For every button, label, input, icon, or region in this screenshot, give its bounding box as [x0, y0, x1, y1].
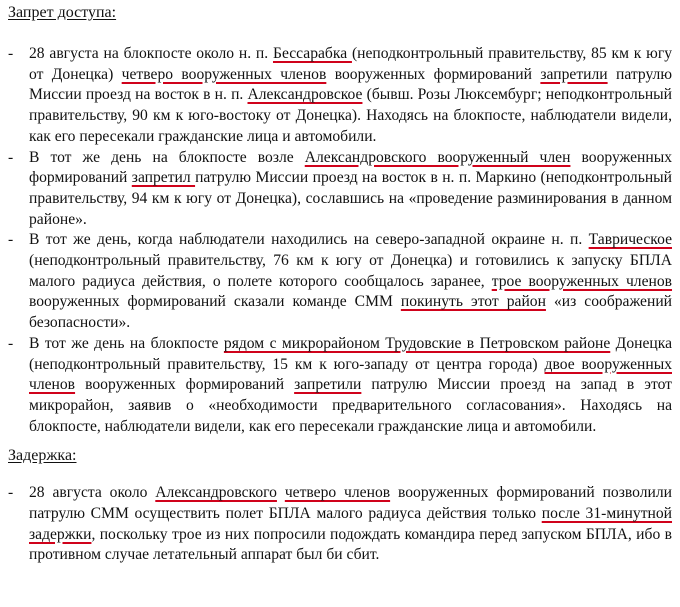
highlighted-phrase: запретил	[131, 169, 196, 187]
list-item	[8, 334, 672, 438]
highlighted-phrase: после 31-минутной задержки	[29, 505, 673, 543]
bullet: -	[8, 484, 14, 502]
item-text: В тот же день, когда наблюдатели находились на северо-западной окраине н. п. Таврическое (неподконтрольный правительству, 76 км к югу от Донецка) и готовились к запуску БПЛА малого радиуса действия, о полете которого сообщалось заранее, трое вооруженных членов вооруженных формирований сказали команде СММ покинуть этот район «из соображений безопасности».	[29, 231, 673, 332]
section-title-access-denied: Запрет доступа:	[8, 4, 117, 21]
bullet: -	[8, 334, 14, 352]
highlighted-phrase: Александровское	[247, 86, 363, 104]
highlighted-phrase: запретили	[540, 65, 608, 83]
highlighted-phrase: четверо вооруженных членов	[121, 65, 327, 83]
item-text: 28 августа на блокпосте около н. п. Бессарабка (неподконтрольный правительству, 85 км к югу от Донецка) четверо вооруженных членов вооруженных формирований запретили патрулю Миссии проезд на восток в н. п. Александровское (бывш. Розы Люксембург; неподконтрольный правительству, 90 км к юго-востоку от Донецка). Находясь на блокпосте, наблюдатели видели, как его пересекали гражданские лица и автомобили.	[29, 45, 673, 145]
document-page	[8, 3, 672, 566]
list-item	[8, 44, 672, 148]
highlighted-phrase: Александровского вооруженный член	[304, 148, 571, 166]
section-title-delay: Задержка:	[8, 447, 77, 465]
bullet: -	[8, 231, 14, 249]
bullet: -	[8, 45, 14, 62]
highlighted-phrase: Александровского	[155, 484, 277, 502]
delay-list	[8, 483, 672, 566]
highlighted-phrase: рядом с микрорайоном Трудовские в Петровском районе	[223, 334, 611, 352]
item-text: 28 августа около Александровского четверо членов вооруженных формирований позволили патрулю СММ осуществить полет БПЛА малого радиуса действия только после 31-минутной задержки, поскольку трое из них попросили подождать командира перед запуском БПЛА, ибо в противном случае летательный аппарат был би сбит.	[29, 484, 673, 564]
item-text: В тот же день на блокпосте возле Александровского вооруженный член вооруженных формирований запретил патрулю Миссии проезд на восток в н. п. Маркино (неподконтрольный правительству, 94 км к югу от Донецка), сославшись на «проведение разминирования в данном районе».	[29, 148, 673, 228]
access-denied-list	[8, 44, 672, 437]
list-item	[8, 230, 672, 334]
list-item	[8, 483, 672, 566]
highlighted-phrase: двое вооруженных членов	[29, 355, 672, 394]
highlighted-phrase: покинуть этот район	[400, 293, 546, 311]
highlighted-phrase: Таврическое	[588, 231, 672, 249]
highlighted-phrase: четверо членов	[284, 484, 391, 502]
highlighted-phrase: Бессарабка	[272, 45, 352, 62]
item-text: В тот же день на блокпосте рядом с микрорайоном Трудовские в Петровском районе Донецка (неподконтрольный правительству, 15 км к юго-западу от центра города) двое вооруженных членов вооруженных формирований запретили патрулю Миссии проезд на запад в этот микрорайон, заявив о «необходимости предварительного согласования». Находясь на блокпосте, наблюдатели видели, как его пересекали гражданские лица и автомобили.	[29, 334, 672, 435]
list-item	[8, 148, 672, 231]
highlighted-phrase: трое вооруженных членов	[491, 272, 673, 290]
bullet: -	[8, 148, 14, 166]
highlighted-phrase: запретили	[294, 376, 362, 394]
